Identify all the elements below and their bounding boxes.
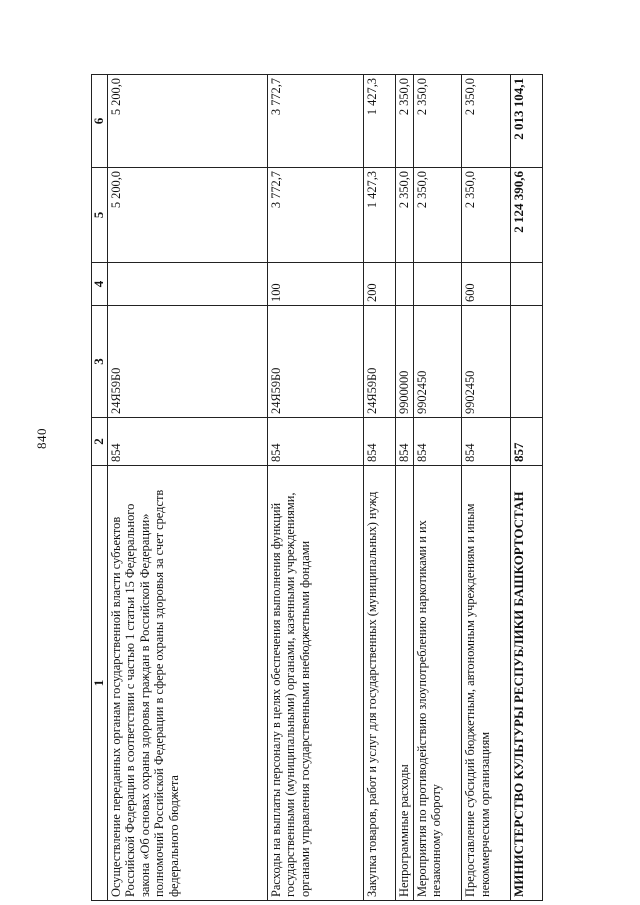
amount-col-6: 2 013 104,1 <box>510 75 542 168</box>
table-row <box>107 75 267 901</box>
expense-type-code <box>510 263 542 306</box>
row-name: Предоставление субсидий бюджетным, автономным учреждениям и иным некоммерческим организациям <box>462 466 511 901</box>
amount-col-6: 2 350,0 <box>462 75 511 168</box>
row-name: МИНИСТЕРСТВО КУЛЬТУРЫ РЕСПУБЛИКИ БАШКОРТОСТАН <box>510 466 542 901</box>
header-col-1: 1 <box>92 466 108 901</box>
amount-col-5: 2 350,0 <box>413 168 462 263</box>
amount-col-5: 5 200,0 <box>107 168 267 263</box>
expense-type-code <box>107 263 267 306</box>
ministry-code: 854 <box>107 418 267 466</box>
table-row <box>413 75 462 901</box>
table-row <box>363 75 395 901</box>
page-number: 840 <box>34 428 49 449</box>
header-col-5: 5 <box>92 168 108 263</box>
expense-type-code: 100 <box>267 263 363 306</box>
amount-col-5: 3 772,7 <box>267 168 363 263</box>
target-article-code: 9902450 <box>462 306 511 418</box>
target-article-code: 9902450 <box>413 306 462 418</box>
amount-col-6: 3 772,7 <box>267 75 363 168</box>
target-article-code <box>510 306 542 418</box>
expense-type-code: 200 <box>363 263 395 306</box>
row-name: Непрограммные расходы <box>395 466 413 901</box>
amount-col-6: 1 427,3 <box>363 75 395 168</box>
ministry-code: 854 <box>363 418 395 466</box>
expense-type-code: 600 <box>462 263 511 306</box>
amount-col-5: 1 427,3 <box>363 168 395 263</box>
amount-col-5: 2 350,0 <box>395 168 413 263</box>
target-article-code: 24Я59Б0 <box>363 306 395 418</box>
target-article-code: 9900000 <box>395 306 413 418</box>
ministry-code: 854 <box>395 418 413 466</box>
expense-type-code <box>413 263 462 306</box>
header-col-3: 3 <box>92 306 108 418</box>
row-name: Закупка товаров, работ и услуг для государственных (муниципальных) нужд <box>363 466 395 901</box>
ministry-code: 854 <box>413 418 462 466</box>
header-col-2: 2 <box>92 418 108 466</box>
header-col-4: 4 <box>92 263 108 306</box>
table-row <box>267 75 363 901</box>
amount-col-6: 2 350,0 <box>413 75 462 168</box>
target-article-code: 24Я59Б0 <box>107 306 267 418</box>
row-name: Расходы на выплаты персоналу в целях обеспечения выполнения функций государственными (муниципальными) органами, казенными учреждениями, органами управления государственными внебюджетными фондами <box>267 466 363 901</box>
row-name: Мероприятия по противодействию злоупотреблению наркотиками и их незаконному обороту <box>413 466 462 901</box>
row-name: Осуществление переданных органам государственной власти субъектов Российской Федерации в соответствии с частью 1 статьи 15 Федерального закона «Об основах охраны здоровья граждан в Российской Федерации» полномочий Российской Федерации в сфере охраны здоровья за счет средств федерального бюджета <box>107 466 267 901</box>
amount-col-6: 2 350,0 <box>395 75 413 168</box>
ministry-code: 854 <box>267 418 363 466</box>
target-article-code: 24Я59Б0 <box>267 306 363 418</box>
rotated-table-container <box>91 75 543 901</box>
amount-col-5: 2 124 390,6 <box>510 168 542 263</box>
table-row <box>462 75 511 901</box>
table-header-row <box>92 75 108 901</box>
table-row-ministry-total <box>510 75 542 901</box>
ministry-code: 857 <box>510 418 542 466</box>
budget-table <box>91 74 543 901</box>
amount-col-6: 5 200,0 <box>107 75 267 168</box>
header-col-6: 6 <box>92 75 108 168</box>
expense-type-code <box>395 263 413 306</box>
amount-col-5: 2 350,0 <box>462 168 511 263</box>
ministry-code: 854 <box>462 418 511 466</box>
table-row <box>395 75 413 901</box>
